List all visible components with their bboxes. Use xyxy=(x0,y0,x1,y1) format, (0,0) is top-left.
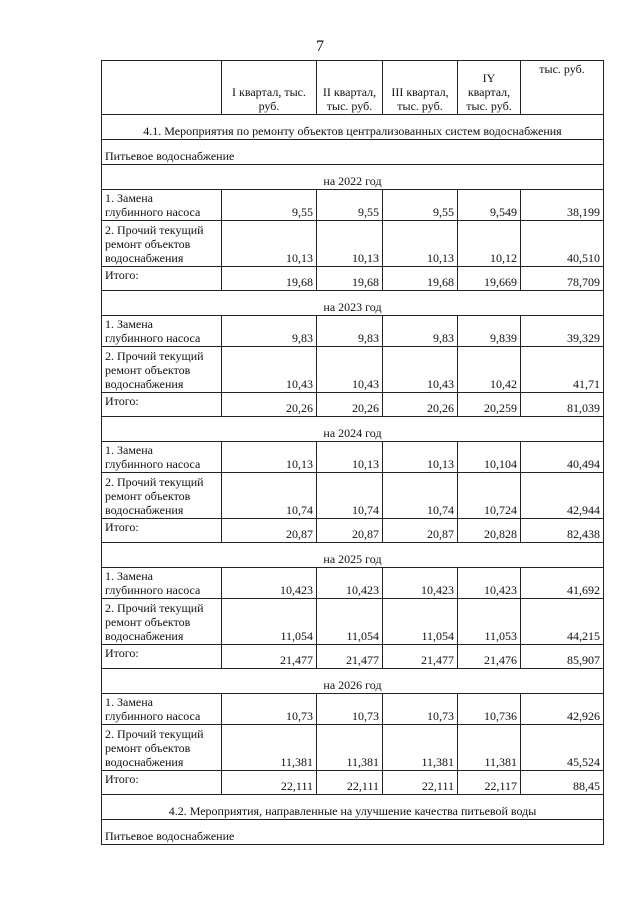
year-row xyxy=(102,165,604,190)
value-cell: 10,13 xyxy=(383,442,458,473)
total-value-cell: 19,669 xyxy=(458,267,521,291)
total-label: Итого: xyxy=(102,393,222,417)
row-label-line: 2. Прочий текущий xyxy=(105,727,204,741)
total-row xyxy=(102,645,604,669)
total-row xyxy=(102,519,604,543)
row-label xyxy=(102,725,222,771)
value-cell: 10,43 xyxy=(317,347,383,393)
page-number: 7 xyxy=(316,38,324,55)
row-label xyxy=(102,694,222,725)
row-label-line: глубинного насоса xyxy=(105,583,201,597)
total-value-cell: 19,68 xyxy=(317,267,383,291)
header-q4: IY квартал, тыс. руб. xyxy=(458,61,521,115)
year-row xyxy=(102,543,604,568)
table-row xyxy=(102,599,604,645)
value-cell: 10,13 xyxy=(383,221,458,267)
value-cell: 10,423 xyxy=(383,568,458,599)
total-label: Итого: xyxy=(102,771,222,795)
row-label-line: водоснабжения xyxy=(105,755,184,769)
value-cell: 10,12 xyxy=(458,221,521,267)
year-title: на 2022 год xyxy=(102,165,604,190)
value-cell: 9,83 xyxy=(317,316,383,347)
value-cell: 41,71 xyxy=(521,347,604,393)
row-label-line: ремонт объектов xyxy=(105,489,191,503)
total-value-cell: 22,111 xyxy=(383,771,458,795)
value-cell: 45,524 xyxy=(521,725,604,771)
row-label-line: ремонт объектов xyxy=(105,363,191,377)
total-row xyxy=(102,393,604,417)
value-cell: 10,13 xyxy=(317,442,383,473)
total-value-cell: 85,907 xyxy=(521,645,604,669)
subsection-row xyxy=(102,140,604,165)
year-row xyxy=(102,417,604,442)
value-cell: 10,13 xyxy=(317,221,383,267)
value-cell: 9,55 xyxy=(317,190,383,221)
total-value-cell: 20,828 xyxy=(458,519,521,543)
row-label-line: глубинного насоса xyxy=(105,331,201,345)
total-label: Итого: xyxy=(102,645,222,669)
table-row xyxy=(102,694,604,725)
value-cell: 40,494 xyxy=(521,442,604,473)
total-value-cell: 22,111 xyxy=(317,771,383,795)
value-cell: 10,423 xyxy=(458,568,521,599)
value-cell: 38,199 xyxy=(521,190,604,221)
value-cell: 10,13 xyxy=(222,442,317,473)
table-row xyxy=(102,221,604,267)
section-title: 4.1. Мероприятия по ремонту объектов централизованных систем водоснабжения xyxy=(102,115,604,140)
total-value-cell: 20,26 xyxy=(383,393,458,417)
table-row xyxy=(102,725,604,771)
total-value-cell: 20,87 xyxy=(222,519,317,543)
row-label-line: водоснабжения xyxy=(105,629,184,643)
value-cell: 11,053 xyxy=(458,599,521,645)
value-cell: 9,83 xyxy=(383,316,458,347)
value-cell: 11,381 xyxy=(222,725,317,771)
year-title: на 2023 год xyxy=(102,291,604,316)
value-cell: 11,054 xyxy=(317,599,383,645)
total-value-cell: 20,87 xyxy=(317,519,383,543)
value-cell: 10,73 xyxy=(222,694,317,725)
total-value-cell: 21,477 xyxy=(222,645,317,669)
year-row xyxy=(102,669,604,694)
row-label-line: глубинного насоса xyxy=(105,457,201,471)
row-label-line: водоснабжения xyxy=(105,251,184,265)
row-label xyxy=(102,347,222,393)
row-label-line: 2. Прочий текущий xyxy=(105,601,204,615)
total-value-cell: 78,709 xyxy=(521,267,604,291)
value-cell: 10,43 xyxy=(222,347,317,393)
row-label-line: 1. Замена xyxy=(105,191,154,205)
total-value-cell: 20,259 xyxy=(458,393,521,417)
section-row xyxy=(102,115,604,140)
subsection-title: Питьевое водоснабжение xyxy=(102,140,604,165)
header-total: тыс. руб. xyxy=(521,61,604,115)
total-value-cell: 20,26 xyxy=(222,393,317,417)
value-cell: 10,423 xyxy=(222,568,317,599)
total-value-cell: 19,68 xyxy=(383,267,458,291)
value-cell: 10,74 xyxy=(222,473,317,519)
row-label-line: 1. Замена xyxy=(105,569,154,583)
row-label-line: глубинного насоса xyxy=(105,709,201,723)
year-title: на 2025 год xyxy=(102,543,604,568)
table-row xyxy=(102,442,604,473)
row-label-line: 2. Прочий текущий xyxy=(105,223,204,237)
total-value-cell: 20,87 xyxy=(383,519,458,543)
row-label-line: 1. Замена xyxy=(105,695,154,709)
row-label xyxy=(102,568,222,599)
header-q1: I квартал, тыс. руб. xyxy=(222,61,317,115)
year-title: на 2024 год xyxy=(102,417,604,442)
value-cell: 39,329 xyxy=(521,316,604,347)
table-row xyxy=(102,316,604,347)
row-label-line: водоснабжения xyxy=(105,503,184,517)
row-label-line: ремонт объектов xyxy=(105,615,191,629)
row-label xyxy=(102,316,222,347)
value-cell: 41,692 xyxy=(521,568,604,599)
value-cell: 10,13 xyxy=(222,221,317,267)
header-row xyxy=(102,61,604,115)
total-value-cell: 20,26 xyxy=(317,393,383,417)
header-empty-cell xyxy=(102,61,222,115)
budget-table xyxy=(101,60,604,845)
value-cell: 11,054 xyxy=(383,599,458,645)
value-cell: 10,74 xyxy=(383,473,458,519)
value-cell: 42,944 xyxy=(521,473,604,519)
value-cell: 10,73 xyxy=(383,694,458,725)
value-cell: 10,736 xyxy=(458,694,521,725)
value-cell: 40,510 xyxy=(521,221,604,267)
total-value-cell: 82,438 xyxy=(521,519,604,543)
table-row xyxy=(102,568,604,599)
total-value-cell: 88,45 xyxy=(521,771,604,795)
row-label-line: ремонт объектов xyxy=(105,237,191,251)
value-cell: 9,549 xyxy=(458,190,521,221)
row-label-line: 1. Замена xyxy=(105,443,154,457)
row-label-line: глубинного насоса xyxy=(105,205,201,219)
row-label-line: 2. Прочий текущий xyxy=(105,349,204,363)
section-row xyxy=(102,795,604,820)
value-cell: 10,74 xyxy=(317,473,383,519)
value-cell: 11,381 xyxy=(383,725,458,771)
total-value-cell: 21,477 xyxy=(317,645,383,669)
value-cell: 10,43 xyxy=(383,347,458,393)
value-cell: 42,926 xyxy=(521,694,604,725)
row-label-line: 1. Замена xyxy=(105,317,154,331)
total-value-cell: 22,111 xyxy=(222,771,317,795)
total-value-cell: 21,476 xyxy=(458,645,521,669)
value-cell: 11,381 xyxy=(458,725,521,771)
row-label xyxy=(102,599,222,645)
table-row xyxy=(102,190,604,221)
total-value-cell: 22,117 xyxy=(458,771,521,795)
header-q3: III квартал, тыс. руб. xyxy=(383,61,458,115)
value-cell: 44,215 xyxy=(521,599,604,645)
row-label xyxy=(102,190,222,221)
year-title: на 2026 год xyxy=(102,669,604,694)
section-title: 4.2. Мероприятия, направленные на улучшение качества питьевой воды xyxy=(102,795,604,820)
subsection-row xyxy=(102,820,604,845)
header-q2: II квартал, тыс. руб. xyxy=(317,61,383,115)
row-label xyxy=(102,473,222,519)
value-cell: 9,83 xyxy=(222,316,317,347)
total-row xyxy=(102,771,604,795)
total-row xyxy=(102,267,604,291)
value-cell: 10,423 xyxy=(317,568,383,599)
row-label-line: ремонт объектов xyxy=(105,741,191,755)
value-cell: 10,73 xyxy=(317,694,383,725)
value-cell: 10,724 xyxy=(458,473,521,519)
row-label-line: водоснабжения xyxy=(105,377,184,391)
value-cell: 11,054 xyxy=(222,599,317,645)
value-cell: 10,42 xyxy=(458,347,521,393)
total-value-cell: 81,039 xyxy=(521,393,604,417)
total-label: Итого: xyxy=(102,519,222,543)
year-row xyxy=(102,291,604,316)
row-label-line: 2. Прочий текущий xyxy=(105,475,204,489)
subsection-title: Питьевое водоснабжение xyxy=(102,820,604,845)
value-cell: 9,839 xyxy=(458,316,521,347)
table-row xyxy=(102,347,604,393)
total-label: Итого: xyxy=(102,267,222,291)
table-row xyxy=(102,473,604,519)
value-cell: 9,55 xyxy=(222,190,317,221)
value-cell: 9,55 xyxy=(383,190,458,221)
row-label xyxy=(102,221,222,267)
total-value-cell: 19,68 xyxy=(222,267,317,291)
row-label xyxy=(102,442,222,473)
value-cell: 11,381 xyxy=(317,725,383,771)
total-value-cell: 21,477 xyxy=(383,645,458,669)
value-cell: 10,104 xyxy=(458,442,521,473)
